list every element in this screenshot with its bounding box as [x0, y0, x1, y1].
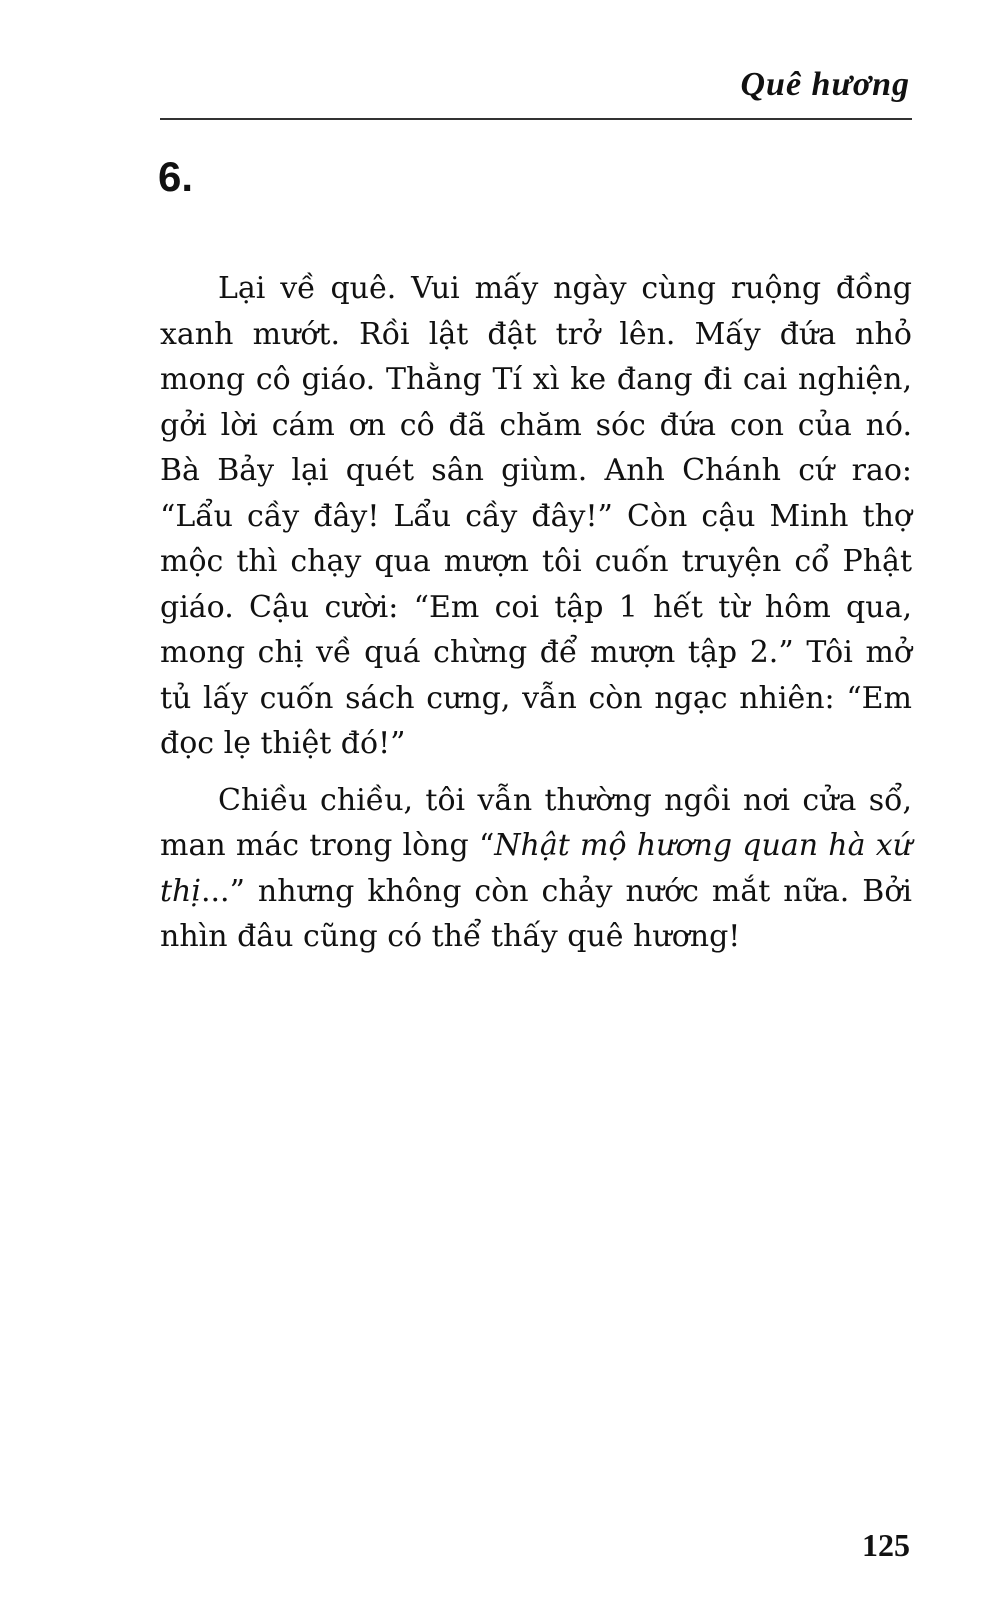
header-divider	[160, 118, 912, 120]
chapter-number: 6.	[158, 153, 194, 200]
quoted-verse-italic: Nhật mộ hương quan hà xứ thị	[160, 828, 912, 909]
page-number: 125	[862, 1527, 910, 1563]
paragraph-2	[160, 778, 912, 960]
body-text	[160, 266, 912, 971]
paragraph-1: Lại về quê. Vui mấy ngày cùng ruộng đồng xanh mướt. Rồi lật đật trở lên. Mấy đứa nhỏ mong cô giáo. Thằng Tí xì ke đang đi cai nghiện, gởi lời cám ơn cô đã chăm sóc đứa con của nó. Bà Bảy lại quét sân giùm. Anh Chánh cứ rao: “Lẩu cầy đây! Lẩu cầy đây!” Còn cậu Minh thợ mộc thì chạy qua mượn tôi cuốn truyện cổ Phật giáo. Cậu cười: “Em coi tập 1 hết từ hôm qua, mong chị về quá chừng để mượn tập 2.” Tôi mở tủ lấy cuốn sách cưng, vẫn còn ngạc nhiên: “Em đọc lẹ thiệt đó!”	[160, 271, 912, 761]
paragraph-2-rest: ...” nhưng không còn chảy nước mắt nữa. Bởi nhìn đâu cũng có thể thấy quê hương!	[160, 873, 912, 954]
paragraph-2-lead: Chiều chiều, tôi vẫn thường ngồi nơi cửa sổ, man mác trong lòng “	[160, 782, 912, 863]
running-header-title: Quê hương	[740, 66, 910, 103]
